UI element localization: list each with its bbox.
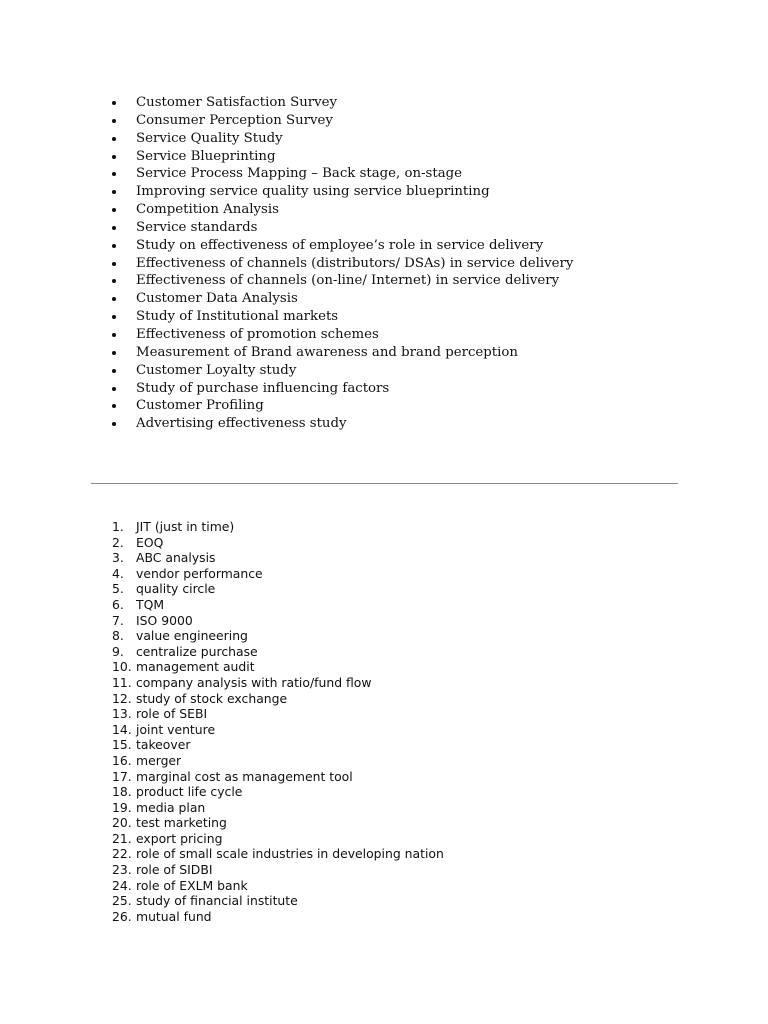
- numbered-list-item: [112, 878, 444, 894]
- item-number: 8.: [112, 628, 124, 644]
- bullet-item-text: Service Quality Study: [136, 130, 283, 146]
- numbered-list-item: [112, 519, 444, 535]
- bullet-dot-icon: [112, 333, 116, 337]
- numbered-list-item: [112, 769, 444, 785]
- bullet-dot-icon: [112, 155, 116, 159]
- item-text: study of stock exchange: [136, 690, 288, 706]
- numbered-list-item: [112, 815, 444, 831]
- item-number: 26.: [112, 908, 132, 924]
- numbered-list-item: [112, 550, 444, 566]
- bullet-dot-icon: [112, 244, 116, 248]
- numbered-list-item: [112, 675, 444, 691]
- bullet-dot-icon: [112, 190, 116, 194]
- item-number: 24.: [112, 877, 132, 893]
- bullet-item-text: Service Process Mapping – Back stage, on-stage: [136, 166, 463, 182]
- item-text: marginal cost as management tool: [136, 768, 353, 784]
- bullet-item-text: Effectiveness of channels (distributors/ DSAs) in service delivery: [136, 255, 574, 271]
- item-text: media plan: [136, 799, 206, 815]
- numbered-list-item: [112, 706, 444, 722]
- bullet-dot-icon: [112, 404, 116, 408]
- bullet-dot-icon: [112, 315, 116, 319]
- item-number: 12.: [112, 690, 132, 706]
- item-text: product life cycle: [136, 784, 243, 800]
- bullet-list-item: [108, 380, 573, 398]
- item-text: management audit: [136, 659, 255, 675]
- bullet-dot-icon: [112, 172, 116, 176]
- numbered-list-item: [112, 613, 444, 629]
- bullet-item-text: Customer Profiling: [136, 398, 264, 414]
- bullet-dot-icon: [112, 226, 116, 230]
- item-number: 14.: [112, 721, 132, 737]
- bullet-item-text: Effectiveness of channels (on-line/ Internet) in service delivery: [136, 273, 560, 289]
- bullet-list-item: [108, 112, 573, 130]
- item-number: 20.: [112, 815, 132, 831]
- bullet-list-item: [108, 255, 573, 273]
- bullet-item-text: Improving service quality using service blueprinting: [136, 184, 490, 200]
- bullet-dot-icon: [112, 422, 116, 426]
- item-text: test marketing: [136, 815, 227, 831]
- numbered-list: [112, 519, 444, 924]
- bullet-item-text: Consumer Perception Survey: [136, 112, 333, 128]
- numbered-list-item: [112, 909, 444, 925]
- item-number: 11.: [112, 674, 132, 690]
- item-text: ISO 9000: [136, 612, 193, 628]
- item-number: 6.: [112, 596, 124, 612]
- item-number: 17.: [112, 768, 132, 784]
- bullet-list-item: [108, 290, 573, 308]
- bullet-list-item: [108, 148, 573, 166]
- bullet-list-item: [108, 130, 573, 148]
- item-number: 18.: [112, 784, 132, 800]
- item-text: takeover: [136, 737, 191, 753]
- numbered-list-item: [112, 566, 444, 582]
- bullet-dot-icon: [112, 119, 116, 123]
- bullet-dot-icon: [112, 208, 116, 212]
- numbered-list-item: [112, 753, 444, 769]
- bullet-item-text: Measurement of Brand awareness and brand perception: [136, 344, 518, 360]
- numbered-list-item: [112, 722, 444, 738]
- bullet-item-text: Advertising effectiveness study: [136, 416, 347, 432]
- item-text: role of SEBI: [136, 706, 208, 722]
- item-number: 2.: [112, 534, 124, 550]
- bullet-list-item: [108, 344, 573, 362]
- item-number: 5.: [112, 581, 124, 597]
- numbered-list-item: [112, 784, 444, 800]
- bullet-dot-icon: [112, 279, 116, 283]
- numbered-list-item: [112, 862, 444, 878]
- item-number: 21.: [112, 830, 132, 846]
- numbered-list-item: [112, 800, 444, 816]
- item-number: 7.: [112, 612, 124, 628]
- numbered-list-item: [112, 581, 444, 597]
- bullet-list-item: [108, 272, 573, 290]
- item-number: 16.: [112, 752, 132, 768]
- bullet-dot-icon: [112, 369, 116, 373]
- numbered-list-item: [112, 737, 444, 753]
- item-number: 19.: [112, 799, 132, 815]
- bullet-list: [108, 94, 573, 433]
- item-number: 15.: [112, 737, 132, 753]
- numbered-list-item: [112, 691, 444, 707]
- bullet-dot-icon: [112, 297, 116, 301]
- bullet-list-item: [108, 237, 573, 255]
- numbered-list-item: [112, 535, 444, 551]
- item-text: vendor performance: [136, 565, 263, 581]
- item-number: 4.: [112, 565, 124, 581]
- item-text: JIT (just in time): [136, 519, 235, 534]
- bullet-dot-icon: [112, 351, 116, 355]
- bullet-item-text: Competition Analysis: [136, 202, 279, 218]
- item-number: 1.: [112, 519, 124, 534]
- item-text: joint venture: [136, 721, 216, 737]
- bullet-list-item: [108, 165, 573, 183]
- bullet-list-item: [108, 362, 573, 380]
- item-number: 22.: [112, 846, 132, 862]
- item-text: quality circle: [136, 581, 216, 597]
- item-text: TQM: [136, 596, 165, 612]
- item-text: role of SIDBI: [136, 862, 213, 878]
- item-text: role of EXLM bank: [136, 877, 248, 893]
- bullet-item-text: Service standards: [136, 219, 258, 235]
- horizontal-divider: [91, 483, 678, 484]
- item-text: centralize purchase: [136, 643, 258, 659]
- item-text: role of small scale industries in developing nation: [136, 846, 444, 862]
- numbered-list-item: [112, 659, 444, 675]
- bullet-item-text: Customer Satisfaction Survey: [136, 95, 338, 110]
- item-text: ABC analysis: [136, 550, 216, 566]
- item-number: 13.: [112, 706, 132, 722]
- bullet-dot-icon: [112, 137, 116, 141]
- bullet-list-item: [108, 201, 573, 219]
- bullet-item-text: Customer Loyalty study: [136, 362, 297, 378]
- bullet-dot-icon: [112, 387, 116, 391]
- item-number: 3.: [112, 550, 124, 566]
- numbered-list-item: [112, 846, 444, 862]
- bullet-list-item: [108, 326, 573, 344]
- item-number: 23.: [112, 862, 132, 878]
- bullet-item-text: Service Blueprinting: [136, 148, 276, 164]
- bullet-list-item: [108, 397, 573, 415]
- item-text: study of financial institute: [136, 893, 298, 909]
- bullet-item-text: Study of Institutional markets: [136, 309, 339, 325]
- bullet-dot-icon: [112, 101, 116, 105]
- numbered-list-item: [112, 831, 444, 847]
- item-text: merger: [136, 752, 182, 768]
- item-number: 9.: [112, 643, 124, 659]
- numbered-list-item: [112, 597, 444, 613]
- item-number: 10.: [112, 659, 132, 675]
- numbered-list-item: [112, 893, 444, 909]
- bullet-list-item: [108, 415, 573, 433]
- bullet-item-text: Effectiveness of promotion schemes: [136, 326, 379, 342]
- item-text: export pricing: [136, 830, 223, 846]
- numbered-list-item: [112, 644, 444, 660]
- bullet-dot-icon: [112, 262, 116, 266]
- item-text: mutual fund: [136, 908, 212, 924]
- item-number: 25.: [112, 893, 132, 909]
- bullet-item-text: Study of purchase influencing factors: [136, 380, 390, 396]
- bullet-item-text: Study on effectiveness of employee’s role in service delivery: [136, 237, 544, 253]
- bullet-list-item: [108, 308, 573, 326]
- bullet-list-item: [108, 219, 573, 237]
- item-text: value engineering: [136, 628, 248, 644]
- bullet-list-item: [108, 94, 573, 112]
- bullet-item-text: Customer Data Analysis: [136, 291, 298, 307]
- item-text: company analysis with ratio/fund flow: [136, 674, 372, 690]
- item-text: EOQ: [136, 534, 164, 550]
- numbered-list-item: [112, 628, 444, 644]
- bullet-list-item: [108, 183, 573, 201]
